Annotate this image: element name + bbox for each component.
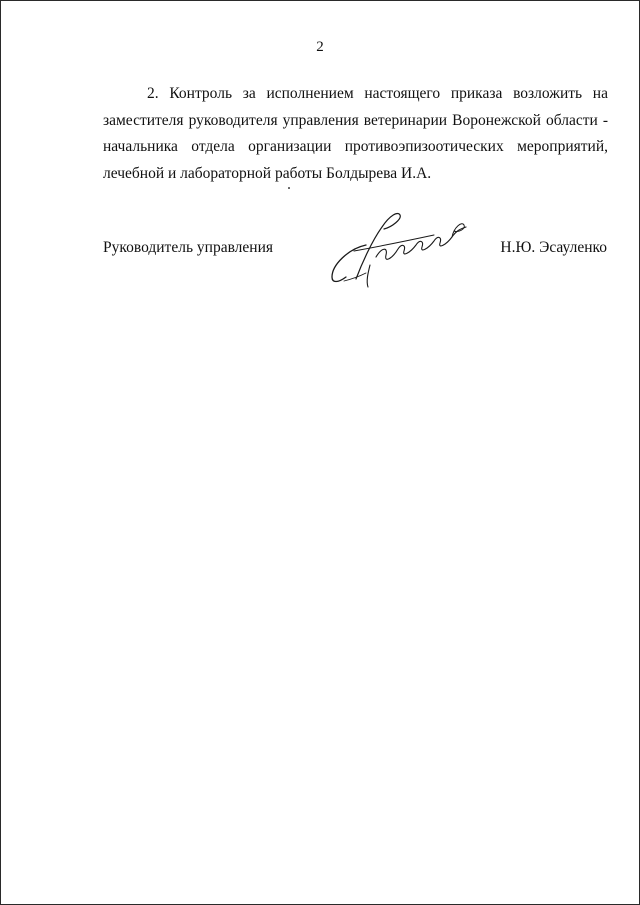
scan-speck (288, 187, 290, 189)
paragraph-line: начальника отдела организации противоэпизоотических мероприятий, (103, 138, 608, 155)
paragraph-line: 2. Контроль за исполнением настоящего приказа возложить на (147, 85, 608, 102)
paragraph-line: заместителя руководителя управления ветеринарии Воронежской области - (103, 111, 608, 129)
paragraph-line: лечебной и лабораторной работы Болдырева И.А. (103, 164, 432, 182)
signer-name: Н.Ю. Эсауленко (500, 239, 607, 256)
order-paragraph (103, 81, 608, 187)
page-number: 2 (316, 39, 324, 55)
handwritten-signature (326, 207, 471, 295)
signer-position: Руководитель управления (103, 239, 274, 256)
